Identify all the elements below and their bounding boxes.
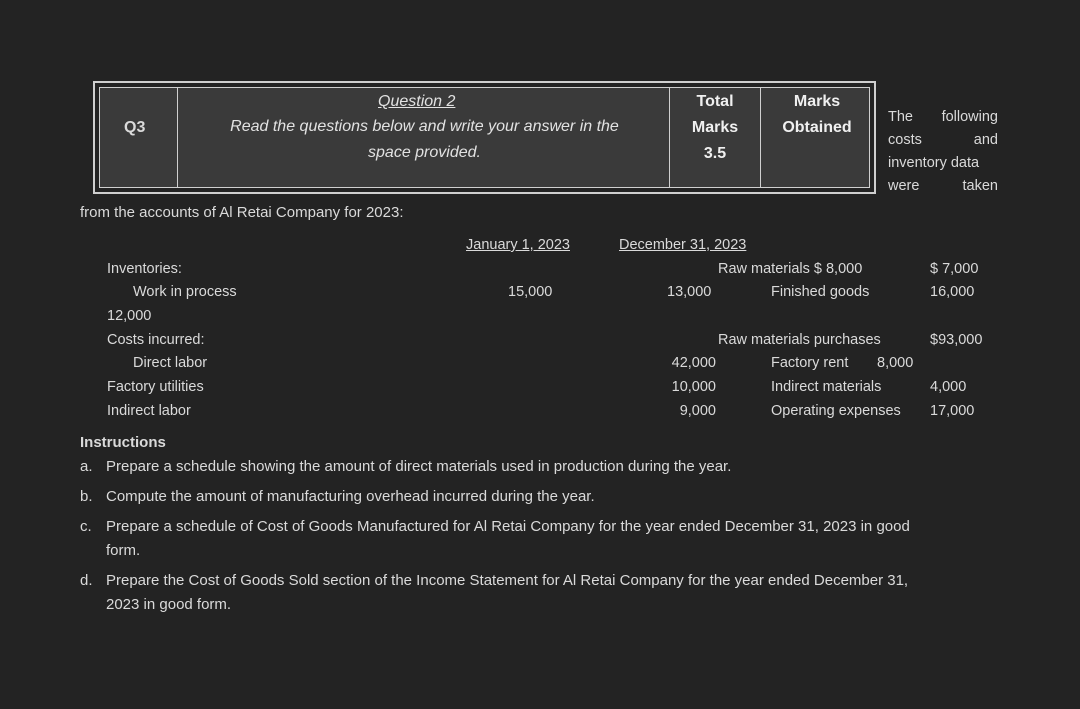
instructions-title: Instructions [80, 434, 166, 451]
wip-dec-value: 13,000 [667, 284, 712, 300]
factory-rent-label: Factory rent [771, 355, 849, 371]
instruction-text: Compute the amount of manufacturing overhead incurred during the year. [106, 488, 595, 505]
marks-obtained-cell [761, 89, 873, 141]
indirect-labor-value: 9,000 [679, 403, 716, 419]
inventories-label: Inventories: [107, 261, 182, 277]
column-divider [177, 88, 178, 187]
raw-materials-dec: $ 7,000 [930, 261, 979, 277]
finished-goods-jan: 16,000 [930, 284, 975, 300]
question-title: Question 2 [378, 93, 456, 110]
purchases-label: Raw materials purchases [718, 332, 881, 348]
finished-goods-dec: 12,000 [107, 308, 152, 324]
question-header-table [93, 81, 876, 194]
costs-incurred-label: Costs incurred: [107, 332, 205, 348]
factory-rent-value: 8,000 [877, 355, 914, 371]
question-line-2: space provided. [368, 144, 481, 161]
factory-utilities-value: 10,000 [671, 379, 716, 395]
operating-expenses-value: 17,000 [930, 403, 975, 419]
instruction-item-b [80, 485, 595, 509]
side-word: costs [888, 132, 922, 148]
column-header-jan: January 1, 2023 [466, 237, 570, 253]
raw-materials-jan: Raw materials $ 8,000 [718, 261, 863, 277]
instruction-item-c [80, 515, 910, 559]
instruction-text: Prepare a schedule showing the amount of direct materials used in production during the year. [106, 458, 732, 475]
list-marker: b. [80, 488, 93, 505]
indirect-materials-value: 4,000 [930, 379, 967, 395]
instruction-item-d [80, 569, 909, 613]
operating-expenses-label: Operating expenses [771, 403, 901, 419]
factory-utilities-label: Factory utilities [107, 379, 204, 395]
instruction-text-continued: form. [106, 542, 141, 559]
instruction-text: Prepare a schedule of Cost of Goods Manufactured for Al Retai Company for the year ended December 31, 2023 in good [106, 518, 910, 535]
question-instructions [182, 114, 667, 166]
side-paragraph [888, 108, 998, 200]
side-word: The [888, 109, 913, 125]
list-marker: a. [80, 458, 93, 475]
instruction-item-a [80, 455, 732, 479]
wip-label: Work in process [133, 284, 237, 300]
indirect-labor-label: Indirect labor [107, 403, 191, 419]
side-line [888, 177, 998, 200]
indirect-materials-label: Indirect materials [771, 379, 882, 395]
column-header-dec: December 31, 2023 [619, 237, 747, 253]
side-line [888, 154, 998, 177]
side-word: taken [962, 178, 998, 194]
question-line-1: Read the questions below and write your answer in the [230, 118, 619, 135]
side-word: and [973, 132, 998, 148]
total-marks-value: 3.5 [703, 145, 727, 162]
wip-jan-value: 15,000 [508, 284, 553, 300]
side-line [888, 108, 998, 131]
purchases-value: $93,000 [930, 332, 983, 348]
side-line [888, 131, 998, 154]
marks-label: Marks [691, 119, 739, 136]
total-label: Total [696, 93, 734, 110]
marks-label: Marks [793, 93, 841, 110]
side-word: were [888, 178, 920, 194]
total-marks-cell [670, 89, 760, 167]
side-word: following [941, 109, 998, 125]
direct-labor-label: Direct labor [133, 355, 208, 371]
direct-labor-value: 42,000 [671, 355, 716, 371]
finished-goods-label: Finished goods [771, 284, 870, 300]
obtained-label: Obtained [782, 119, 852, 136]
question-number: Q3 [124, 119, 146, 136]
side-word: inventory data [888, 155, 980, 171]
instruction-text-continued: 2023 in good form. [106, 596, 232, 613]
intro-text: from the accounts of Al Retai Company for 2023: [80, 204, 404, 221]
list-marker: d. [80, 572, 93, 589]
list-marker: c. [80, 518, 92, 535]
question-header-inner [99, 87, 870, 188]
instruction-text: Prepare the Cost of Goods Sold section of the Income Statement for Al Retai Company for the year ended December 31, [106, 572, 909, 589]
